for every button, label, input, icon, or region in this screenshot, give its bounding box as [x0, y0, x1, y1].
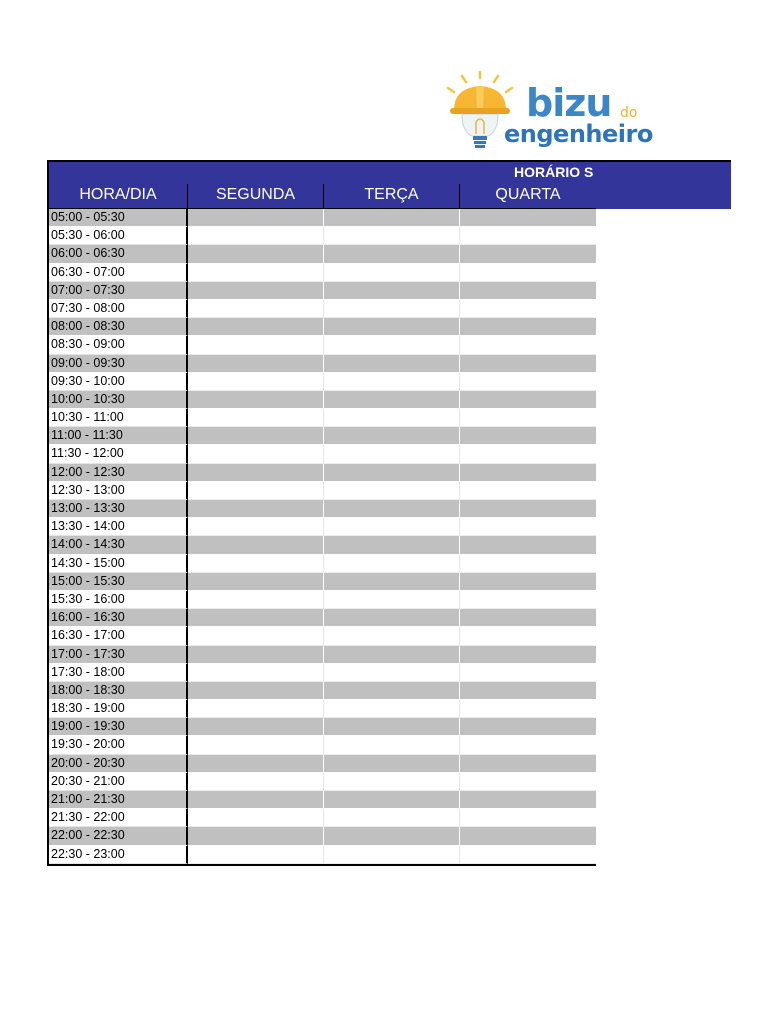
cell-quarta[interactable] [460, 627, 596, 645]
cell-segunda[interactable] [188, 591, 324, 609]
time-slot-cell[interactable]: 07:30 - 08:00 [49, 300, 188, 318]
time-slot-cell[interactable]: 16:30 - 17:00 [49, 627, 188, 645]
cell-quarta[interactable] [460, 591, 596, 609]
time-slot-cell[interactable]: 09:30 - 10:00 [49, 373, 188, 391]
cell-segunda[interactable] [188, 646, 324, 664]
cell-terca[interactable] [324, 427, 460, 445]
table-row [49, 264, 596, 282]
table-row [49, 464, 596, 482]
cell-quarta[interactable] [460, 209, 596, 227]
time-slot-cell[interactable]: 15:00 - 15:30 [49, 573, 188, 591]
time-slot-cell[interactable]: 09:00 - 09:30 [49, 355, 188, 373]
time-slot-cell[interactable]: 21:30 - 22:00 [49, 809, 188, 827]
cell-segunda[interactable] [188, 827, 324, 845]
table-row [49, 846, 596, 864]
cell-quarta[interactable] [460, 682, 596, 700]
cell-terca[interactable] [324, 555, 460, 573]
cell-segunda[interactable] [188, 427, 324, 445]
table-row [49, 536, 596, 554]
cell-terca[interactable] [324, 736, 460, 754]
cell-segunda[interactable] [188, 336, 324, 354]
cell-quarta[interactable] [460, 227, 596, 245]
cell-segunda[interactable] [188, 482, 324, 500]
cell-terca[interactable] [324, 809, 460, 827]
table-row [49, 773, 596, 791]
table-row [49, 318, 596, 336]
cell-segunda[interactable] [188, 518, 324, 536]
cell-segunda[interactable] [188, 664, 324, 682]
header-segunda[interactable]: SEGUNDA [188, 184, 324, 208]
time-slot-cell[interactable]: 14:30 - 15:00 [49, 555, 188, 573]
cell-terca[interactable] [324, 300, 460, 318]
time-slot-cell[interactable]: 15:30 - 16:00 [49, 591, 188, 609]
logo-word-do: do [620, 105, 638, 121]
cell-terca[interactable] [324, 609, 460, 627]
time-slot-cell[interactable]: 11:00 - 11:30 [49, 427, 188, 445]
table-row [49, 809, 596, 827]
cell-segunda[interactable] [188, 791, 324, 809]
cell-terca[interactable] [324, 518, 460, 536]
table-row [49, 373, 596, 391]
time-slot-cell[interactable]: 18:00 - 18:30 [49, 682, 188, 700]
cell-terca[interactable] [324, 827, 460, 845]
table-row [49, 700, 596, 718]
cell-terca[interactable] [324, 355, 460, 373]
cell-terca[interactable] [324, 573, 460, 591]
cell-terca[interactable] [324, 445, 460, 463]
cell-segunda[interactable] [188, 736, 324, 754]
cell-terca[interactable] [324, 373, 460, 391]
table-row [49, 282, 596, 300]
cell-quarta[interactable] [460, 300, 596, 318]
cell-quarta[interactable] [460, 609, 596, 627]
cell-segunda[interactable] [188, 355, 324, 373]
cell-terca[interactable] [324, 209, 460, 227]
cell-quarta[interactable] [460, 718, 596, 736]
cell-segunda[interactable] [188, 718, 324, 736]
cell-quarta[interactable] [460, 555, 596, 573]
cell-segunda[interactable] [188, 846, 324, 864]
cell-segunda[interactable] [188, 773, 324, 791]
cell-terca[interactable] [324, 318, 460, 336]
time-slot-cell[interactable]: 19:00 - 19:30 [49, 718, 188, 736]
table-row [49, 518, 596, 536]
table-row [49, 827, 596, 845]
cell-segunda[interactable] [188, 809, 324, 827]
cell-segunda[interactable] [188, 682, 324, 700]
cell-quarta[interactable] [460, 264, 596, 282]
time-slot-cell[interactable]: 10:00 - 10:30 [49, 391, 188, 409]
cell-segunda[interactable] [188, 573, 324, 591]
cell-quarta[interactable] [460, 482, 596, 500]
cell-segunda[interactable] [188, 300, 324, 318]
cell-quarta[interactable] [460, 336, 596, 354]
table-row [49, 573, 596, 591]
cell-terca[interactable] [324, 336, 460, 354]
table-row [49, 245, 596, 263]
cell-terca[interactable] [324, 664, 460, 682]
table-row [49, 355, 596, 373]
time-slot-cell[interactable]: 17:30 - 18:00 [49, 664, 188, 682]
table-row [49, 500, 596, 518]
time-slot-cell[interactable]: 18:30 - 19:00 [49, 700, 188, 718]
table-row [49, 609, 596, 627]
cell-terca[interactable] [324, 773, 460, 791]
cell-quarta[interactable] [460, 536, 596, 554]
cell-quarta[interactable] [460, 846, 596, 864]
time-slot-cell[interactable]: 08:00 - 08:30 [49, 318, 188, 336]
time-slot-cell[interactable]: 21:00 - 21:30 [49, 791, 188, 809]
cell-quarta[interactable] [460, 427, 596, 445]
cell-quarta[interactable] [460, 664, 596, 682]
cell-quarta[interactable] [460, 809, 596, 827]
table-row [49, 664, 596, 682]
logo-word-engenheiro: engenheiro [504, 120, 653, 148]
cell-terca[interactable] [324, 700, 460, 718]
cell-quarta[interactable] [460, 282, 596, 300]
cell-segunda[interactable] [188, 409, 324, 427]
cell-segunda[interactable] [188, 373, 324, 391]
cell-segunda[interactable] [188, 209, 324, 227]
cell-quarta[interactable] [460, 355, 596, 373]
cell-quarta[interactable] [460, 755, 596, 773]
time-slot-cell[interactable]: 20:00 - 20:30 [49, 755, 188, 773]
cell-terca[interactable] [324, 464, 460, 482]
table-row [49, 336, 596, 354]
schedule-rows [49, 209, 596, 864]
cell-segunda[interactable] [188, 536, 324, 554]
cell-terca[interactable] [324, 282, 460, 300]
cell-segunda[interactable] [188, 227, 324, 245]
cell-segunda[interactable] [188, 700, 324, 718]
cell-quarta[interactable] [460, 773, 596, 791]
cell-segunda[interactable] [188, 609, 324, 627]
header-hora-dia[interactable]: HORA/DIA [49, 184, 188, 208]
time-slot-cell[interactable]: 19:30 - 20:00 [49, 736, 188, 754]
time-slot-cell[interactable]: 12:30 - 13:00 [49, 482, 188, 500]
cell-quarta[interactable] [460, 373, 596, 391]
cell-terca[interactable] [324, 482, 460, 500]
bizu-logo [440, 70, 670, 154]
cell-quarta[interactable] [460, 700, 596, 718]
cell-segunda[interactable] [188, 627, 324, 645]
header-band-extension [596, 184, 731, 209]
cell-segunda[interactable] [188, 445, 324, 463]
table-row [49, 646, 596, 664]
cell-terca[interactable] [324, 591, 460, 609]
time-slot-cell[interactable]: 22:00 - 22:30 [49, 827, 188, 845]
time-slot-cell[interactable]: 10:30 - 11:00 [49, 409, 188, 427]
table-row [49, 591, 596, 609]
table-row [49, 300, 596, 318]
header-quarta[interactable]: QUARTA [495, 186, 561, 203]
schedule-table [47, 184, 596, 866]
cell-terca[interactable] [324, 409, 460, 427]
cell-terca[interactable] [324, 846, 460, 864]
cell-terca[interactable] [324, 755, 460, 773]
table-row [49, 482, 596, 500]
cell-terca[interactable] [324, 391, 460, 409]
time-slot-cell[interactable]: 13:30 - 14:00 [49, 518, 188, 536]
time-slot-cell[interactable]: 20:30 - 21:00 [49, 773, 188, 791]
time-slot-cell[interactable]: 16:00 - 16:30 [49, 609, 188, 627]
header-row [49, 184, 596, 209]
time-slot-cell[interactable]: 05:30 - 06:00 [49, 227, 188, 245]
cell-quarta[interactable] [460, 500, 596, 518]
cell-segunda[interactable] [188, 755, 324, 773]
time-slot-cell[interactable]: 14:00 - 14:30 [49, 536, 188, 554]
header-terca[interactable]: TERÇA [324, 184, 460, 208]
cell-segunda[interactable] [188, 282, 324, 300]
cell-segunda[interactable] [188, 245, 324, 263]
cell-segunda[interactable] [188, 391, 324, 409]
time-slot-cell[interactable]: 13:00 - 13:30 [49, 500, 188, 518]
table-row [49, 445, 596, 463]
table-row [49, 682, 596, 700]
table-row [49, 736, 596, 754]
cell-quarta[interactable] [460, 518, 596, 536]
cell-segunda[interactable] [188, 464, 324, 482]
cell-terca[interactable] [324, 646, 460, 664]
cell-terca[interactable] [324, 245, 460, 263]
cell-terca[interactable] [324, 500, 460, 518]
table-row [49, 227, 596, 245]
cell-quarta[interactable] [460, 409, 596, 427]
time-slot-cell[interactable]: 22:30 - 23:00 [49, 846, 188, 864]
cell-terca[interactable] [324, 718, 460, 736]
cell-quarta[interactable] [460, 646, 596, 664]
cell-quarta[interactable] [460, 791, 596, 809]
cell-terca[interactable] [324, 791, 460, 809]
table-row [49, 627, 596, 645]
logo-word-bizu: bizu [526, 81, 612, 125]
table-row [49, 555, 596, 573]
table-row [49, 791, 596, 809]
cell-segunda[interactable] [188, 318, 324, 336]
table-row [49, 427, 596, 445]
time-slot-cell[interactable]: 06:00 - 06:30 [49, 245, 188, 263]
cell-segunda[interactable] [188, 500, 324, 518]
cell-quarta[interactable] [460, 445, 596, 463]
table-row [49, 391, 596, 409]
time-slot-cell[interactable]: 06:30 - 07:00 [49, 264, 188, 282]
cell-terca[interactable] [324, 227, 460, 245]
cell-terca[interactable] [324, 682, 460, 700]
table-row [49, 409, 596, 427]
time-slot-cell[interactable]: 05:00 - 05:30 [49, 209, 188, 227]
cell-terca[interactable] [324, 264, 460, 282]
cell-quarta[interactable] [460, 827, 596, 845]
cell-quarta[interactable] [460, 573, 596, 591]
cell-segunda[interactable] [188, 555, 324, 573]
cell-terca[interactable] [324, 536, 460, 554]
schedule-title-bar [47, 160, 731, 184]
table-row [49, 718, 596, 736]
cell-quarta[interactable] [460, 391, 596, 409]
time-slot-cell[interactable]: 11:30 - 12:00 [49, 445, 188, 463]
cell-segunda[interactable] [188, 264, 324, 282]
cell-quarta[interactable] [460, 318, 596, 336]
time-slot-cell[interactable]: 07:00 - 07:30 [49, 282, 188, 300]
cell-terca[interactable] [324, 627, 460, 645]
time-slot-cell[interactable]: 12:00 - 12:30 [49, 464, 188, 482]
cell-quarta[interactable] [460, 464, 596, 482]
cell-quarta[interactable] [460, 245, 596, 263]
time-slot-cell[interactable]: 08:30 - 09:00 [49, 336, 188, 354]
schedule-title: HORÁRIO S [514, 164, 594, 180]
table-row [49, 755, 596, 773]
table-row [49, 209, 596, 227]
time-slot-cell[interactable]: 17:00 - 17:30 [49, 646, 188, 664]
cell-quarta[interactable] [460, 736, 596, 754]
